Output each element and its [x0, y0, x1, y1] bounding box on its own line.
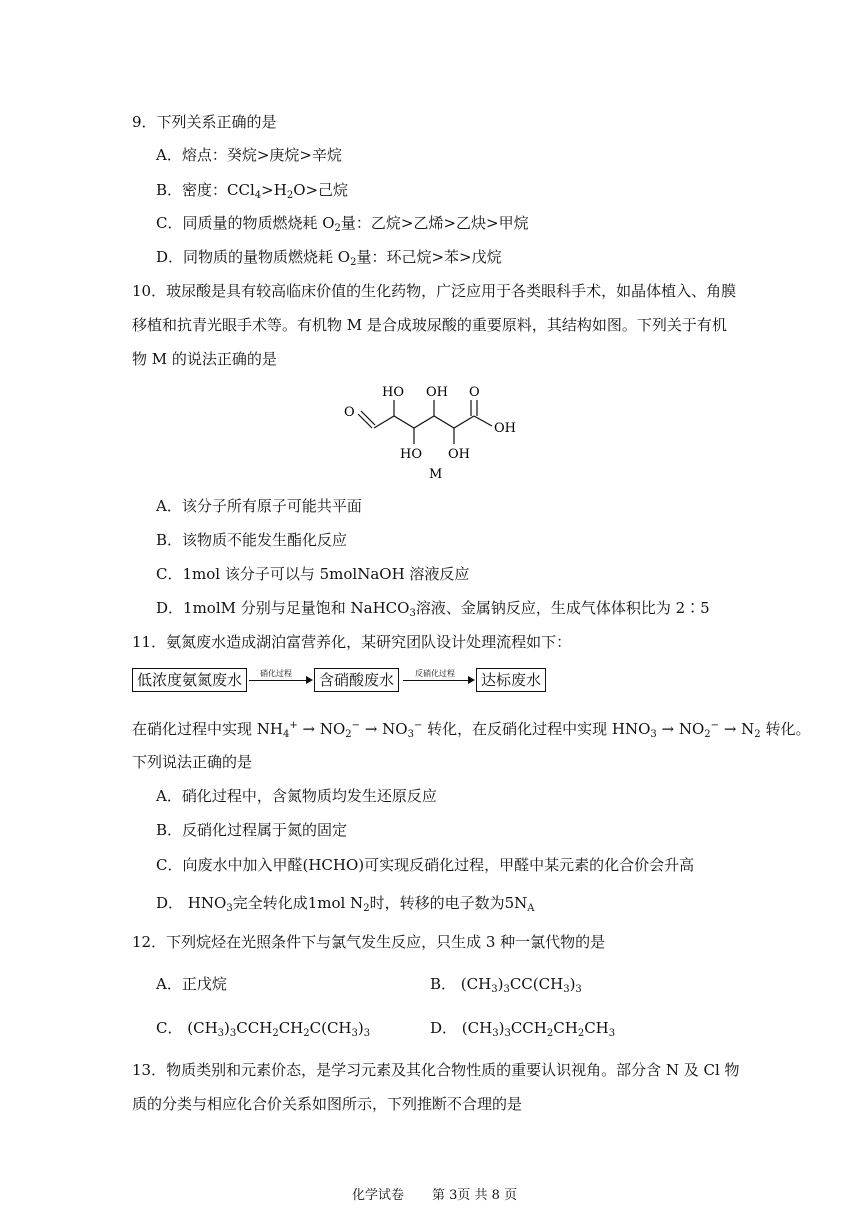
q11-option-a: A．硝化过程中，含氮物质均发生还原反应 — [156, 787, 437, 805]
molecule-m-structure — [330, 380, 530, 490]
mol-oh-bot2: OH — [448, 447, 470, 462]
flow-box-standard-water: 达标废水 — [476, 668, 546, 692]
q9-option-d: D．同物质的量物质燃烧耗 $O_2$量：环己烷>苯>戊烷 — [156, 248, 502, 268]
flow-arrow1-head — [306, 676, 313, 684]
q10-stem-line2: 移植和抗青光眼手术等。有机物 M 是合成玻尿酸的重要原料，其结构如图。下列关于有机 — [132, 316, 727, 334]
q12-option-a: A．正戊烷 — [156, 975, 227, 993]
flow-box-nitric-waste: 含硝酸废水 — [314, 668, 399, 692]
q10-stem-line1: 10．玻尿酸是具有较高临床价值的生化药物，广泛应用于各类眼科手术，如晶体植入、角膜 — [132, 282, 737, 300]
mol-oh-top2: OH — [426, 385, 448, 400]
q12-option-c: C． $(CH_3)_3CCH_2CH_2C(CH_3)_3$ — [156, 1019, 371, 1039]
q10-option-a: A．该分子所有原子可能共平面 — [156, 497, 362, 515]
q12-option-d: D． $(CH_3)_3CCH_2CH_2CH_3$ — [430, 1019, 616, 1039]
footer-page-number: 第 3页 共 8 页 — [432, 1188, 518, 1203]
mol-o-left: O — [344, 405, 355, 420]
mol-ho-bot1: HO — [400, 447, 422, 462]
mol-o-top3: O — [469, 385, 480, 400]
q10-option-c: C．1mol 该分子可以与 5molNaOH 溶液反应 — [156, 565, 470, 583]
mol-ho-top1: HO — [382, 385, 404, 400]
q12-stem: 12．下列烷烃在光照条件下与氯气发生反应，只生成 3 种一氯代物的是 — [132, 933, 606, 951]
flow-box-low-ammonia: 低浓度氨氮废水 — [132, 668, 247, 692]
q11-stem: 11．氨氮废水造成湖泊富营养化，某研究团队设计处理流程如下： — [132, 633, 572, 651]
q13-stem-line1: 13．物质类别和元素价态，是学习元素及其化合物性质的重要认识视角。部分含 N 及 Cl 物 — [132, 1061, 740, 1079]
q10-option-d: D．1molM 分别与足量饱和 NaHCO$_3$溶液、金属钠反应，生成气体体积比为 2∶5 — [156, 599, 710, 619]
q10-option-b: B．该物质不能发生酯化反应 — [156, 531, 348, 549]
q11-option-d: D． $HNO_3$完全转化成1mol $N_2$时，转移的电子数为$5N_A$ — [156, 894, 535, 914]
q13-stem-line2: 质的分类与相应化合价关系如图所示，下列推断不合理的是 — [132, 1095, 523, 1113]
flow-arrow1-line — [249, 680, 307, 681]
mol-name: M — [429, 467, 443, 482]
q9-option-b: B．密度：$CCl_4>H_2O>$己烷 — [156, 181, 349, 201]
q11-process-text: 在硝化过程中实现 $NH_4^+ \to NO_2^- \to NO_3^-$ 转化，在反硝化过程中实现 $HNO_3 \to NO_2^- \to N_2$ 转化。 — [132, 720, 811, 740]
q12-option-b: B． $(CH_3)_3CC(CH_3)_3$ — [430, 975, 582, 995]
flow-arrow2-head — [468, 676, 475, 684]
flow-arrow1-label: 硝化过程 — [260, 669, 292, 678]
q9-option-a: A．熔点：癸烷>庚烷>辛烷 — [156, 146, 342, 164]
q9-stem: 9．下列关系正确的是 — [132, 113, 277, 131]
footer-subject: 化学试卷 — [352, 1188, 405, 1203]
mol-oh-right: OH — [494, 421, 516, 436]
flow-arrow2-label: 反硝化过程 — [415, 669, 455, 678]
q9-option-c: C．同质量的物质燃烧耗 $O_2$量：乙烷>乙烯>乙炔>甲烷 — [156, 214, 529, 234]
q11-option-c: C．向废水中加入甲醛(HCHO)可实现反硝化过程，甲醛中某元素的化合价会升高 — [156, 856, 695, 874]
q10-stem-line3: 物 M 的说法正确的是 — [132, 350, 277, 368]
flow-arrow2-line — [403, 680, 469, 681]
q11-option-b: B．反硝化过程属于氮的固定 — [156, 821, 348, 839]
q11-ask: 下列说法正确的是 — [132, 753, 253, 771]
